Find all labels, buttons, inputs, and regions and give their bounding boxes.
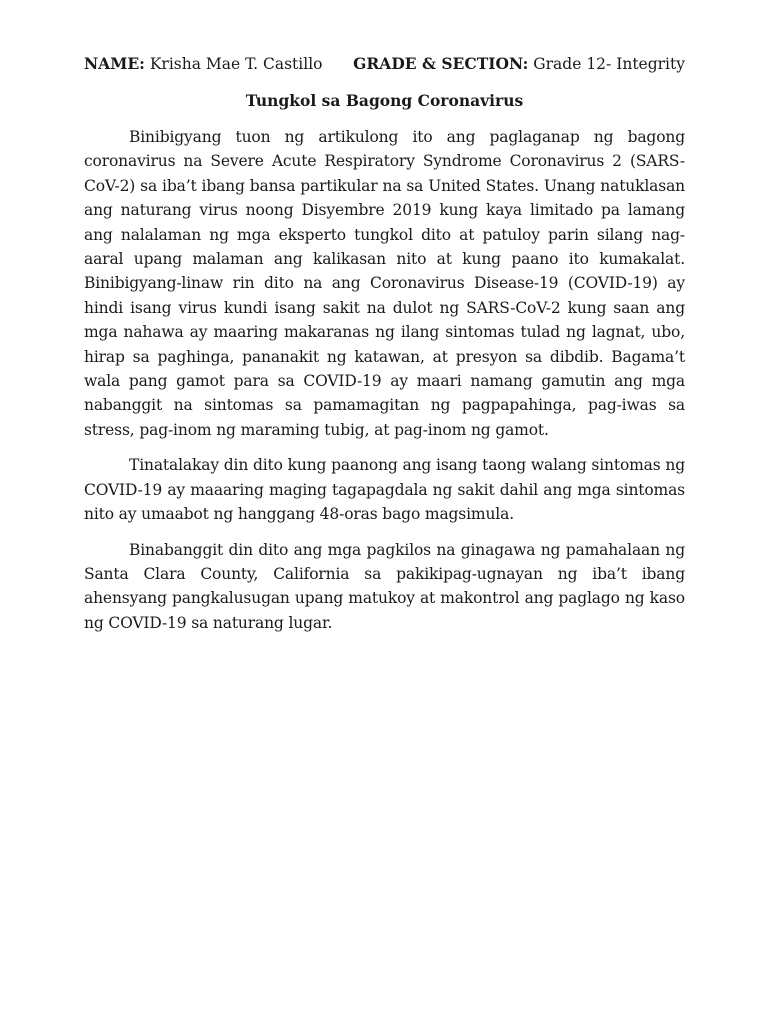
body-paragraph-1: Binibigyang tuon ng artikulong ito ang paglaganap ng bagong coronavirus na Severe Acute Respiratory Syndrome Coronavirus 2 (SARS-CoV-2) sa iba’t ibang bansa partikular na sa United States. Unang natuklasan ang naturang virus noong Disyembre 2019 kung kaya limitado pa lamang ang nalalaman ng mga eksperto tungkol dito at patuloy parin silang nag-aaral upang malaman ang kalikasan nito at kung paano ito kumakalat. Binibigyang-linaw rin dito na ang Coronavirus Disease-19 (COVID-19) ay hindi isang virus kundi isang sakit na dulot ng SARS-CoV-2 kung saan ang mga nahawa ay maaring makaranas ng ilang sintomas tulad ng lagnat, ubo, hirap sa paghinga, pananakit ng katawan, at presyon sa dibdib. Bagama’t wala pang gamot para sa COVID-19 ay maari namang gamutin ang mga nabanggit na sintomas sa pamamagitan ng pagpapahinga, pag-iwas sa stress, pag-inom ng maraming tubig, at pag-inom ng gamot. [84,128,685,439]
document-title: Tungkol sa Bagong Coronavirus [245,91,524,110]
grade-section-field [353,52,685,76]
name-field [84,52,323,76]
body-paragraph-3: Binabanggit din dito ang mga pagkilos na ginagawa ng pamahalaan ng Santa Clara County, California sa pakikipag-ugnayan ng iba’t ibang ahensyang pangkalusugan upang matukoy at makontrol ang paglago ng kaso ng COVID-19 sa naturang lugar. [84,540,685,632]
grade-section-label: GRADE & SECTION: [353,54,529,73]
document-page [84,52,685,646]
grade-section-value: Grade 12- Integrity [533,55,685,73]
name-label: NAME: [84,54,145,73]
header-line [84,52,685,76]
name-value: Krisha Mae T. Castillo [149,55,323,73]
body-paragraph-2: Tinatalakay din dito kung paanong ang isang taong walang sintomas ng COVID-19 ay maaaring maging tagapagdala ng sakit dahil ang mga sintomas nito ay umaabot ng hanggang 48-oras bago magsimula. [84,456,685,524]
